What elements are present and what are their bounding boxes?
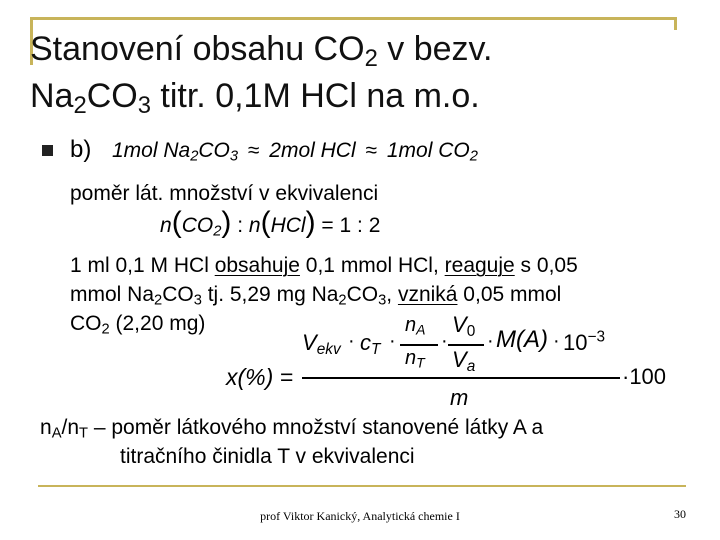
bottom-rule — [38, 485, 686, 487]
formula-molar-mass: M(A) — [496, 326, 548, 353]
formula-n-a: $n_A$ — [405, 314, 426, 338]
formula-dot-2: · — [389, 330, 396, 352]
page-number: 30 — [674, 507, 686, 521]
formula-denominator: m — [450, 385, 469, 410]
top-rule — [30, 17, 677, 20]
paragraph-line-1: 1 ml 0,1 M HCl obsahuje 0,1 mmol HCl, reaguje s 0,05 — [70, 254, 578, 277]
ratio-text: poměr lát. množství v ekvivalenci — [70, 182, 379, 205]
title-line-1: Stanovení obsahu $CO_2$ v bezv. — [30, 30, 493, 72]
paragraph-line-3: $CO_2$ (2,20 mg) — [70, 312, 206, 338]
slide-title — [30, 26, 670, 120]
formula-c-t: $c_T$ — [360, 330, 381, 358]
definition-line-1: $n_A/n_T$ – poměr látkového množství stanovené látky A a — [40, 416, 544, 442]
bullet-label: b) — [70, 136, 92, 163]
top-rule-tick — [674, 17, 677, 30]
fraction-line-na-nt — [400, 344, 438, 346]
formula-times-100: ·100 — [622, 364, 667, 389]
paragraph-line-2: mmol $Na_2CO_3$ tj. 5,29 mg $Na_2CO_3$, vzniká 0,05 mmol — [70, 283, 562, 309]
formula-dot-1: · — [348, 330, 355, 352]
footer-author: prof Viktor Kanický, Analytická chemie I — [260, 509, 460, 523]
bullet-square-icon — [42, 145, 53, 156]
stoichiometry-equation: 1mol $Na_2CO_3 \approx 2mol$ HCl ≈ 1mol $CO_2$ — [112, 139, 478, 165]
ratio-equation: $n(CO_2)$ : n(HCl) = 1 : 2 — [160, 206, 381, 240]
formula-dot-3: · — [441, 330, 448, 352]
formula-v0: $V_0$ — [452, 312, 476, 340]
formula-dot-5: · — [553, 330, 560, 352]
main-fraction-line — [302, 377, 620, 379]
definition-line-2: titračního činidla T v ekvivalenci — [120, 445, 415, 468]
fraction-line-v0-va — [448, 344, 484, 346]
title-line-2: $Na_2CO_3$ titr. 0,1M HCl na m.o. — [30, 77, 480, 119]
formula-dot-4: · — [487, 330, 494, 352]
formula-power-ten: $10^{-3}$ — [563, 328, 606, 355]
formula-va: $V_a$ — [452, 347, 476, 375]
formula-lhs: x(%) = — [226, 364, 294, 390]
formula-v-ekv: $V_{ekv}$ — [302, 330, 341, 358]
formula-n-t: $n_T$ — [405, 347, 425, 371]
